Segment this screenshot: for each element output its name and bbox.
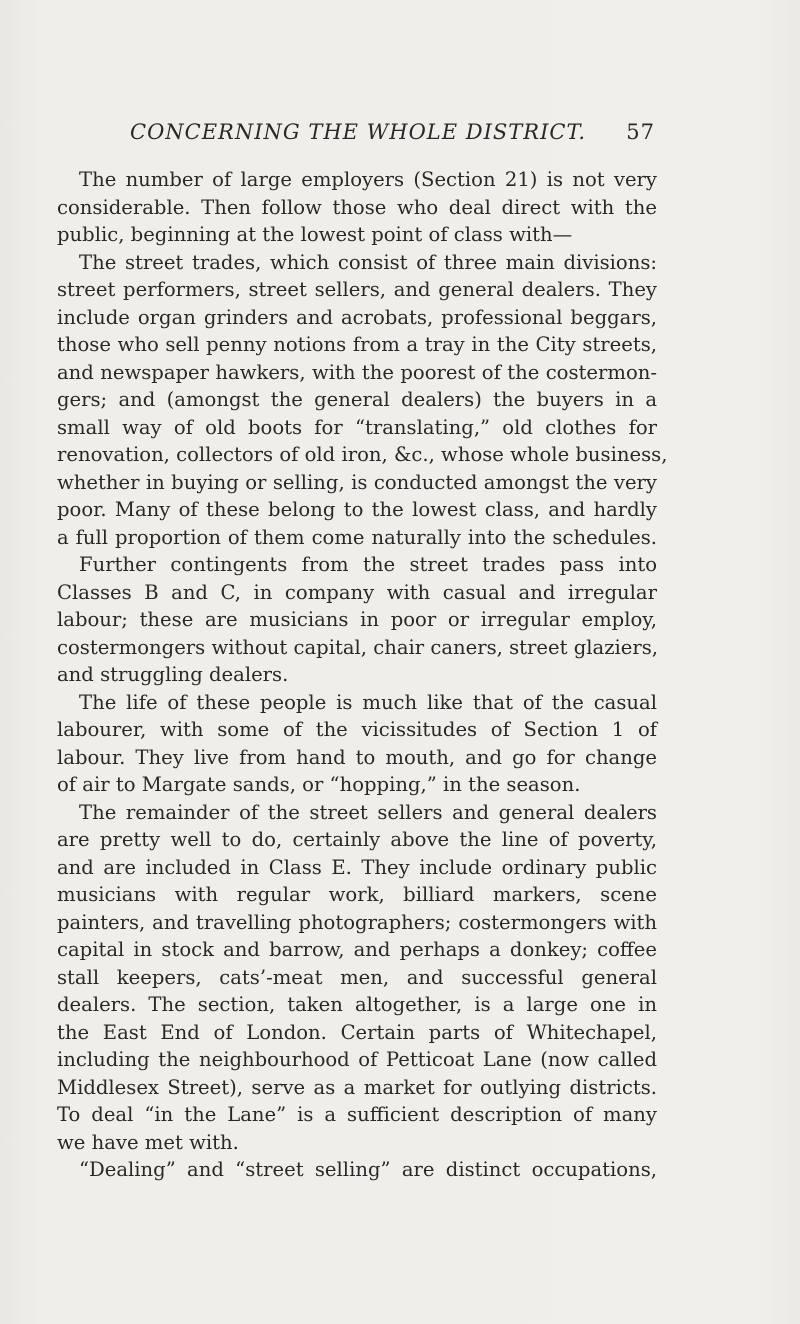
text-line: we have met with. [57, 1130, 239, 1154]
text-line: including the neighbourhood of Petticoat Lane (now called [57, 1048, 657, 1071]
text-line: capital in stock and barrow, and perhaps a donkey; coffee [57, 938, 657, 961]
text-line: poor. Many of these belong to the lowest class, and hardly [57, 498, 657, 521]
body-text [57, 166, 668, 1184]
text-line: Classes B and C, in company with casual and irregular [57, 580, 657, 604]
page-number: 57 [626, 120, 655, 144]
text-line: dealers. The section, taken altogether, is a large one in [57, 993, 657, 1016]
text-line: whether in buying or selling, is conducted amongst the very [57, 470, 657, 494]
text-line: are pretty well to do, certainly above the line of poverty, [57, 828, 657, 851]
text-line: street performers, street sellers, and general dealers. They [57, 278, 657, 301]
text-line: labour. They live from hand to mouth, and go for change [57, 745, 657, 769]
text-line: Middlesex Street), serve as a market for outlying districts. [57, 1075, 657, 1099]
text-line: The street trades, which consist of three main divisions: [79, 250, 657, 274]
text-line: painters, and travelling photographers; costermongers with [57, 910, 657, 934]
text-line: the East End of London. Certain parts of Whitechapel, [57, 1020, 657, 1044]
text-line: labour; these are musicians in poor or irregular employ, [57, 608, 657, 631]
text-line: musicians with regular work, billiard markers, scene [57, 883, 657, 906]
text-line: of air to Margate sands, or “hopping,” in the season. [57, 773, 581, 796]
text-line: The life of these people is much like that of the casual [79, 690, 657, 714]
text-line: The remainder of the street sellers and general dealers [79, 800, 657, 824]
text-line: The number of large employers (Section 21) is not very [79, 168, 657, 191]
text-line: those who sell penny notions from a tray in the City streets, [57, 333, 657, 356]
text-line: include organ grinders and acrobats, professional beggars, [57, 305, 657, 329]
text-line: and are included in Class E. They include ordinary public [57, 855, 657, 879]
text-line: costermongers without capital, chair caners, street glaziers, [57, 635, 659, 659]
text-line: Further contingents from the street trades pass into [79, 553, 657, 576]
text-line: and newspaper hawkers, with the poorest of the costermon- [57, 360, 657, 384]
text-line: small way of old boots for “translating,” old clothes for [57, 415, 657, 439]
text-line: and struggling dealers. [57, 663, 289, 686]
text-line: labourer, with some of the vicissitudes of Section 1 of [57, 718, 657, 741]
text-line: stall keepers, cats’-meat men, and successful general [57, 965, 657, 989]
text-line: “Dealing” and “street selling” are distinct occupations, [79, 1158, 657, 1181]
text-line: public, beginning at the lowest point of class with— [57, 223, 573, 246]
text-line: gers; and (amongst the general dealers) the buyers in a [57, 388, 657, 411]
text-line: renovation, collectors of old iron, &c., whose whole business, [57, 443, 668, 466]
text-line: a full proportion of them come naturally into the schedules. [57, 525, 657, 549]
running-title: CONCERNING THE WHOLE DISTRICT. [130, 120, 587, 144]
running-header [130, 120, 655, 150]
text-line: To deal “in the Lane” is a sufficient description of many [57, 1103, 657, 1126]
text-line: considerable. Then follow those who deal direct with the [57, 195, 657, 219]
